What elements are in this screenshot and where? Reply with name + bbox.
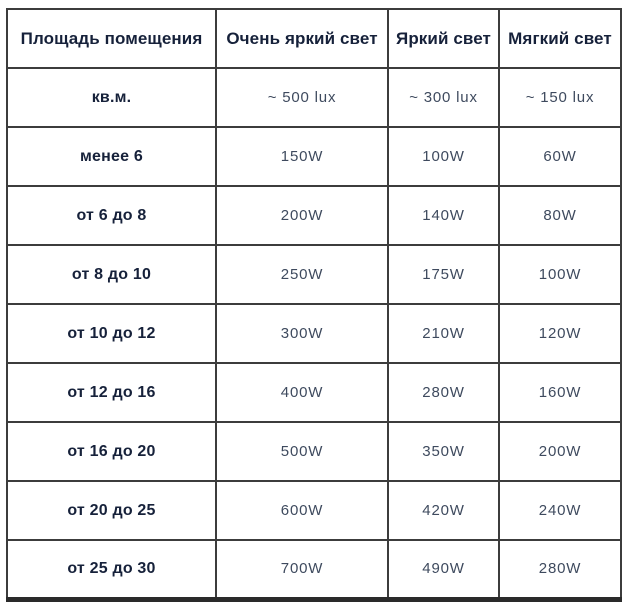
value-cell: 175W [388, 245, 499, 304]
value-cell: 160W [499, 363, 621, 422]
value-cell: 120W [499, 304, 621, 363]
header-cell-bright: Яркий свет [388, 9, 499, 68]
value-cell: 60W [499, 127, 621, 186]
value-cell: 80W [499, 186, 621, 245]
header-row [7, 9, 621, 68]
area-cell: от 10 до 12 [7, 304, 216, 363]
value-cell: 100W [388, 127, 499, 186]
area-cell: от 8 до 10 [7, 245, 216, 304]
value-cell: 250W [216, 245, 388, 304]
value-cell: 210W [388, 304, 499, 363]
value-cell: 200W [216, 186, 388, 245]
value-cell: 140W [388, 186, 499, 245]
table-row [7, 363, 621, 422]
value-cell: 150W [216, 127, 388, 186]
table-row [7, 186, 621, 245]
table-row [7, 245, 621, 304]
value-cell: 350W [388, 422, 499, 481]
units-cell-bright: ~ 300 lux [388, 68, 499, 127]
area-cell: от 6 до 8 [7, 186, 216, 245]
table-row [7, 127, 621, 186]
value-cell: 300W [216, 304, 388, 363]
area-cell: от 12 до 16 [7, 363, 216, 422]
value-cell: 500W [216, 422, 388, 481]
units-cell-area: кв.м. [7, 68, 216, 127]
table-row [7, 540, 621, 599]
units-cell-soft: ~ 150 lux [499, 68, 621, 127]
units-row [7, 68, 621, 127]
header-cell-area: Площадь помещения [7, 9, 216, 68]
area-cell: от 16 до 20 [7, 422, 216, 481]
value-cell: 420W [388, 481, 499, 540]
header-cell-soft: Мягкий свет [499, 9, 621, 68]
units-cell-very-bright: ~ 500 lux [216, 68, 388, 127]
table-row [7, 304, 621, 363]
table-row [7, 481, 621, 540]
value-cell: 400W [216, 363, 388, 422]
value-cell: 280W [388, 363, 499, 422]
value-cell: 700W [216, 540, 388, 599]
area-cell: от 20 до 25 [7, 481, 216, 540]
value-cell: 200W [499, 422, 621, 481]
value-cell: 240W [499, 481, 621, 540]
value-cell: 600W [216, 481, 388, 540]
lighting-power-table [6, 8, 622, 602]
table-row [7, 422, 621, 481]
value-cell: 490W [388, 540, 499, 599]
header-cell-very-bright: Очень яркий свет [216, 9, 388, 68]
area-cell: от 25 до 30 [7, 540, 216, 599]
value-cell: 280W [499, 540, 621, 599]
area-cell: менее 6 [7, 127, 216, 186]
value-cell: 100W [499, 245, 621, 304]
